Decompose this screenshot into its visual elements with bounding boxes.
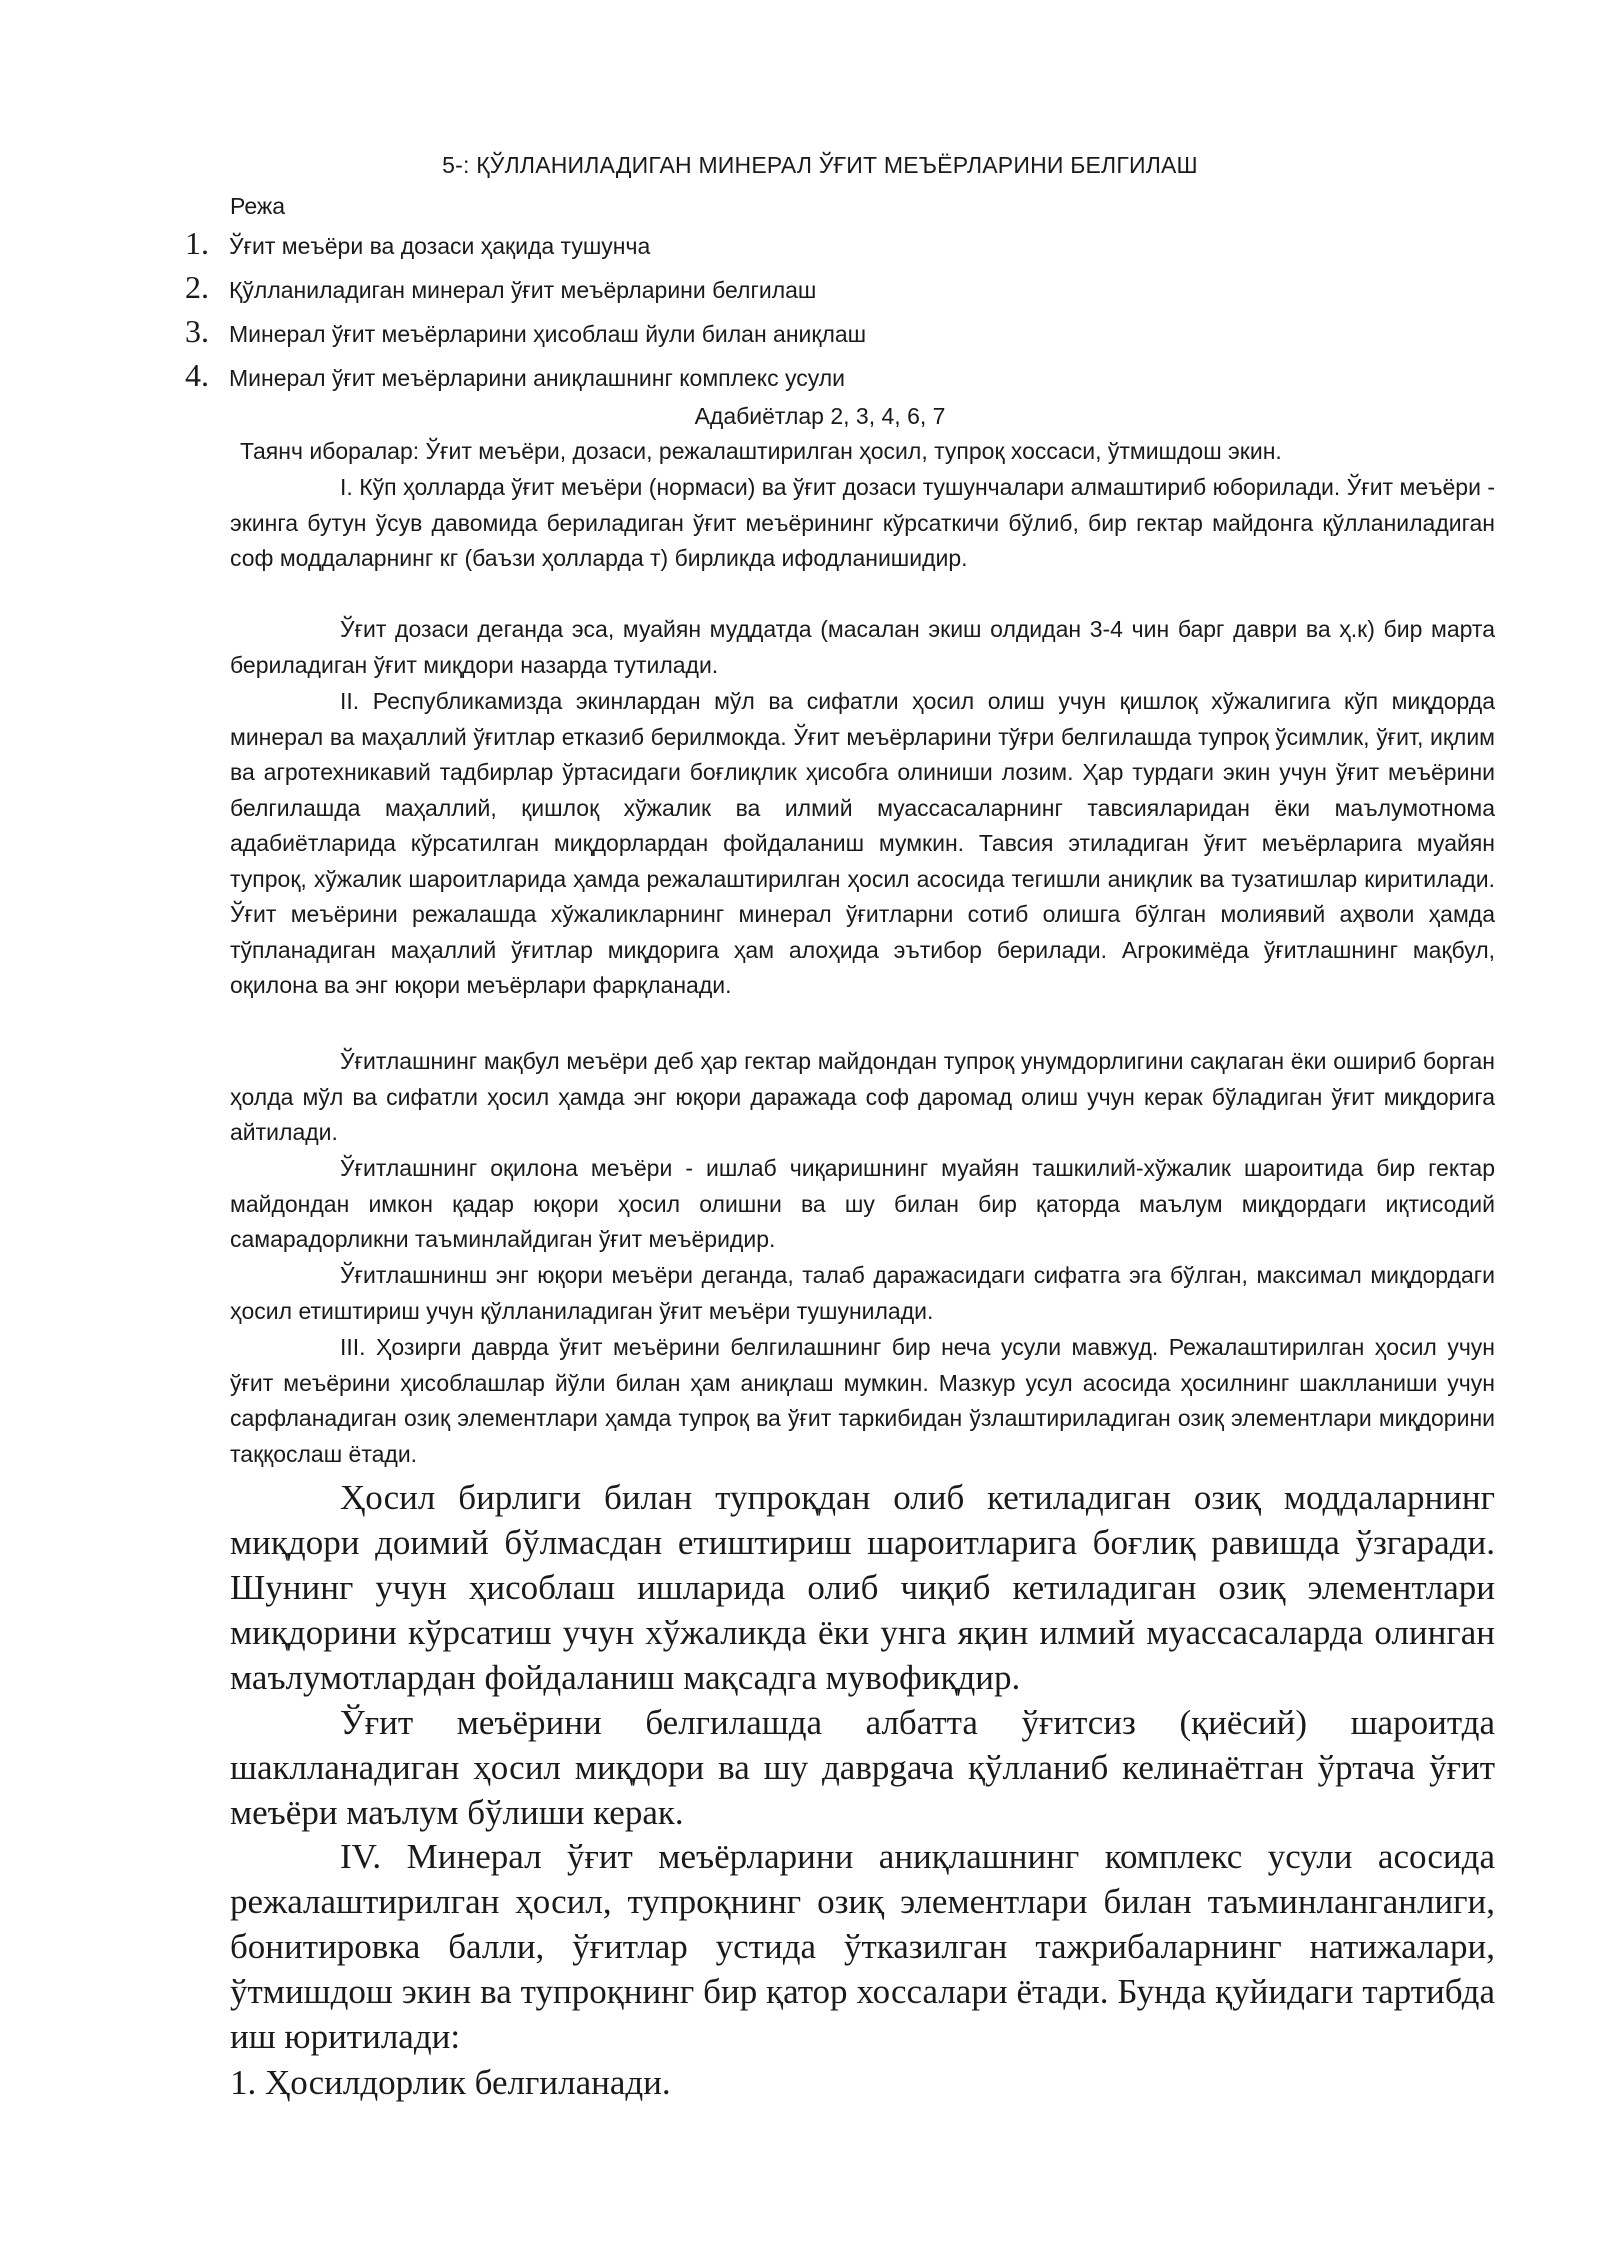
- numbered-step: 1. Ҳосилдорлик белгиланади.: [230, 2063, 671, 2102]
- plan-item: [185, 269, 1505, 313]
- plan-item-number: 1.: [185, 225, 209, 261]
- references-line: Адабиётлар 2, 3, 4, 6, 7: [694, 403, 946, 429]
- page-title: 5-: ҚЎЛЛАНИЛАДИГАН МИНЕРАЛ ЎҒИТ МЕЪЁРЛАРИНИ БЕЛГИЛАШ: [442, 152, 1198, 178]
- paragraph-nutrient-removal: Ҳосил бирлиги билан тупроқдан олиб кетиладиган озиқ моддаларнинг миқдори доимий бўлмасдан етиштириш шароитларига боғлиқ равишда ўзгаради. Шунинг учун ҳисоблаш ишларида олиб чиқиб кетиладиган озиқ элементлари миқдорини кўрсатиш учун хўжаликда ёки унга яқин илмий муассасаларда олинган маълумотлардан фойдаланиш мақсадга мувофиқдир.: [230, 1478, 1495, 1697]
- paragraph-optimal-norm: Ўғитлашнинг мақбул меъёри деб ҳар гектар майдондан тупроқ унумдорлигини сақлаган ёки ошириб борган ҳолда мўл ва сифатли ҳосил ҳамда энг юқори даражада соф даромад олиш учун керак бўладиган ўғит миқдорига айтилади.: [230, 1048, 1495, 1145]
- plan-label: Режа: [230, 193, 286, 219]
- plan-item: [185, 357, 1505, 401]
- paragraph-section-4: IV. Минерал ўғит меъёрларини аниқлашнинг комплекс усули асосида режалаштирилган ҳосил, тупроқнинг озиқ элементлари билан таъминланганлиги, бонитировка балли, ўғитлар устида ўтказилган тажрибаларнинг натижалари, ўтмишдош экин ва тупроқнинг бир қатор хоссалари ётади. Бунда қуйидаги тартибда иш юритилади:: [230, 1837, 1495, 2056]
- plan-item: [185, 225, 1505, 269]
- plan-item-text: Минерал ўғит меъёрларини аниқлашнинг комплекс усули: [229, 365, 846, 391]
- plan-item-number: 3.: [185, 313, 209, 349]
- plan-item-text: Қўлланиладиган минерал ўғит меъёрларини белгилаш: [229, 277, 817, 303]
- plan-list: [185, 225, 1505, 401]
- plan-item-text: Минерал ўғит меъёрларини ҳисоблаш йули билан аниқлаш: [229, 321, 867, 347]
- paragraph-section-2: II. Республикамизда экинлардан мўл ва сифатли ҳосил олиш учун қишлоқ хўжалигига кўп миқдорда минерал ва маҳаллий ўғитлар етказиб берилмокда. Ўғит меъёрларини тўғри белгилашда тупроқ ўсимлик, ўғит, иқлим ва агротехникавий тадбирлар ўртасидаги боғлиқлик ҳисобга олиниши лозим. Ҳар турдаги экин учун ўғит меъёрини белгилашда маҳаллий, қишлоқ хўжалик ва илмий муассасаларнинг тавсияларидан ёки маълумотнома адабиётларида кўрсатилган миқдорлардан фойдаланиш мумкин. Тавсия этиладиган ўғит меъёрларига муайян тупроқ, хўжалик шароитларида ҳамда режалаштирилган ҳосил асосида тегишли аниқлик ва тузатишлар киритилади. Ўғит меъёрини режалашда хўжаликларнинг минерал ўғитларни сотиб олишга бўлган молиявий аҳволи ҳамда тўпланадиган маҳаллий ўғитлар миқдорига ҳам алоҳида эътибор берилади. Агрокимёда ўғитлашнинг мақбул, оқилона ва энг юқори меъёрлари фарқланади.: [230, 688, 1495, 998]
- paragraph-dose-definition: Ўғит дозаси деганда эса, муайян муддатда (масалан экиш олдидан 3-4 чин барг даври ва ҳ.к) бир марта бериладиган ўғит миқдори назарда тутилади.: [230, 616, 1495, 678]
- paragraph-baseline-yield: Ўғит меъёрини белгилашда албатта ўғитсиз (қиёсий) шароитда шаклланадиган ҳосил миқдори ва шу даврgача қўлланиб келинаётган ўртача ўғит меъёри маълум бўлиши керак.: [230, 1703, 1495, 1832]
- plan-item-number: 4.: [185, 357, 209, 393]
- paragraph-maximum-norm: Ўғитлашнинш энг юқори меъёри деганда, талаб даражасидаги сифатга эга бўлган, максимал миқдордаги ҳосил етиштириш учун қўлланиладиган ўғит меъёри тушунилади.: [230, 1262, 1495, 1324]
- keywords-line: Таянч иборалар: Ўғит меъёри, дозаси, режалаштирилган ҳосил, тупроқ хоссаси, ўтмишдош экин.: [240, 438, 1282, 464]
- paragraph-section-3: III. Ҳозирги даврда ўғит меъёрини белгилашнинг бир неча усули мавжуд. Режалаштирилган ҳосил учун ўғит меъёрини ҳисоблашлар йўли билан ҳам аниқлаш мумкин. Мазкур усул асосида ҳосилнинг шаклланиши учун сарфланадиган озиқ элементлари ҳамда тупроқ ва ўғит таркибидан ўзлаштириладиган озиқ элементлари миқдорини таққослаш ётади.: [230, 1334, 1495, 1467]
- paragraph-rational-norm: Ўғитлашнинг оқилона меъёри - ишлаб чиқаришнинг муайян ташкилий-хўжалик шароитида бир гектар майдондан имкон қадар юқори ҳосил олишни ва шу билан бир қаторда маълум миқдордаги иқтисодий самарадорликни таъминлайдиган ўғит меъёридир.: [230, 1155, 1495, 1252]
- plan-item-number: 2.: [185, 269, 209, 305]
- paragraph-section-1: I. Кўп ҳолларда ўғит меъёри (нормаси) ва ўғит дозаси тушунчалари алмаштириб юборилади. Ўғит меъёри - экинга бутун ўсув давомида бериладиган ўғит меъёрининг кўрсаткичи бўлиб, бир гектар майдонга қўлланиладиган соф моддаларнинг кг (баъзи ҳолларда т) бирликда ифодланишидир.: [230, 474, 1495, 571]
- plan-item-text: Ўғит меъёри ва дозаси ҳақида тушунча: [229, 233, 651, 259]
- plan-item: [185, 313, 1505, 357]
